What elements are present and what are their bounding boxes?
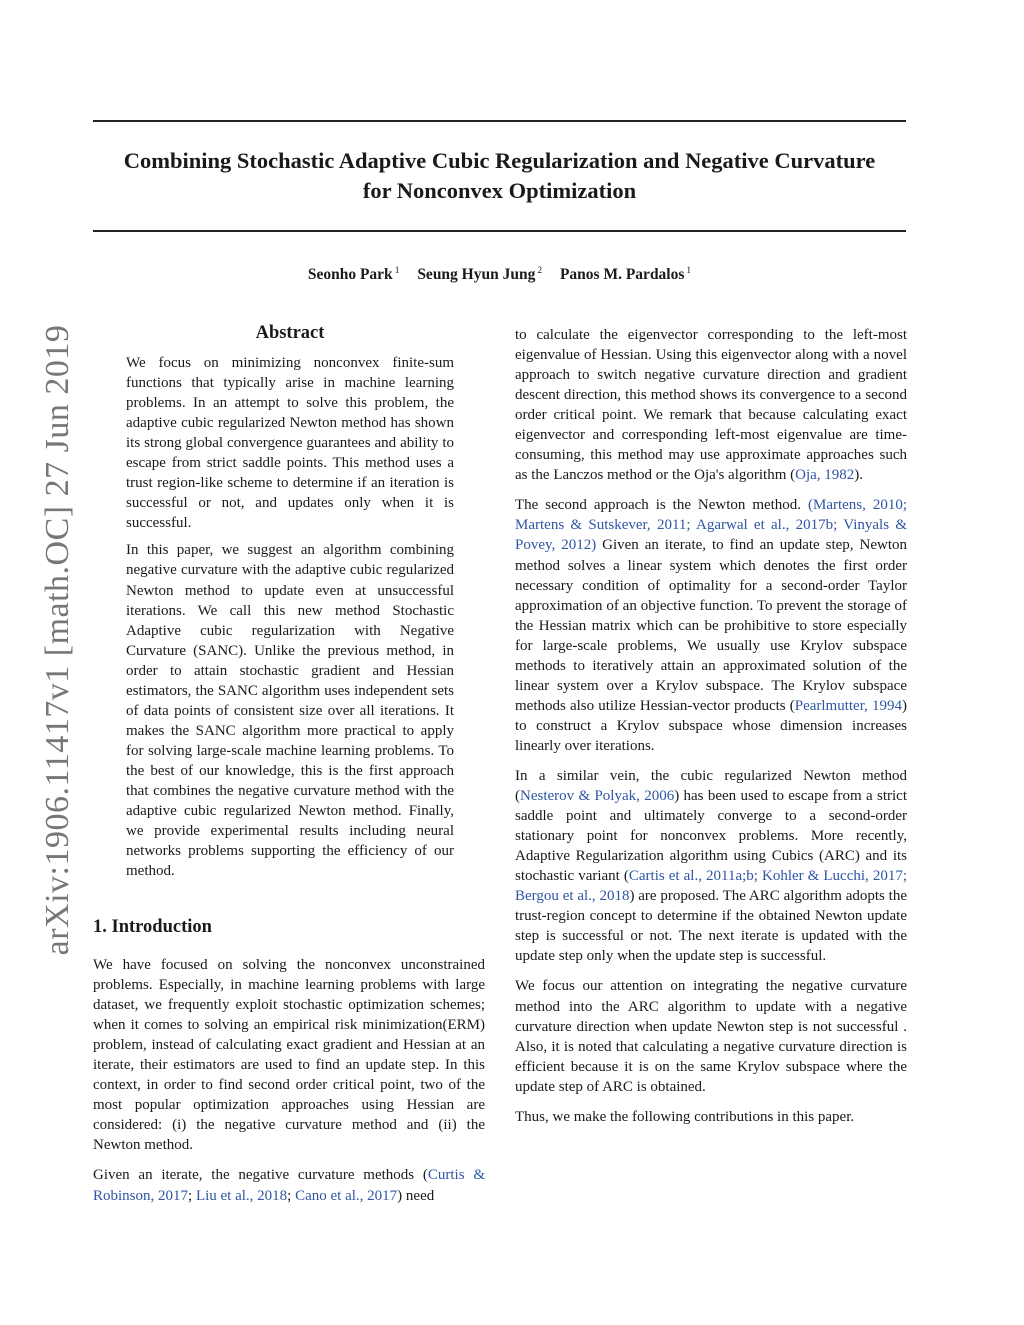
text: ).	[854, 467, 864, 484]
abstract-paragraph-2: In this paper, we suggest an algorithm combining negative curvature with the adaptive cubic regularized Newton method to update even at unsuccessful iterations. We call this new method Stochastic Adaptive cubic regularization with Negative Curvature (SANC). Unlike the previous method, in order to attain stochastic gradient and Hessian estimators, the SANC algorithm uses independent sets of data points of consistent size over all iterations. It makes the SANC algorithm more practical to apply for solving large-scale machine learning problems. To the best of our knowledge, this is the first approach that combines the negative curvature method with the adaptive cubic regularized Newton method. Finally, we provide experimental results including neural networks problems supporting the efficiency of our method.	[126, 542, 454, 880]
citation-link[interactable]: Nesterov & Polyak, 2006	[520, 788, 675, 805]
right-paragraph-4: We focus our attention on integrating the negative curvature method into the ARC algorithm to update with a negative curvature direction when update Newton step is not successful . Also, it is noted that calculating a negative curvature direction is efficient because it is on the same Krylov subspace where the update step of ARC is obtained.	[515, 978, 907, 1095]
author-affiliation: 1	[394, 266, 400, 276]
title-bottom-rule	[93, 230, 906, 232]
arxiv-identifier: arXiv:1906.11417v1 [math.OC] 27 Jun 2019	[39, 324, 76, 956]
author-1	[308, 266, 400, 283]
text: ) are proposed. The ARC algorithm adopts the trust-region concept to determine if the obtained Newton update step is successful or not. The next iterate is updated with the update step only when the update step is successful.	[515, 888, 907, 965]
introduction-section	[93, 913, 485, 1206]
intro-paragraph-1: We have focused on solving the nonconvex unconstrained problems. Especially, in machine learning problems with large dataset, we frequently exploit stochastic optimization schemes; when it comes to solving an empirical risk minimization(ERM) problem, instead of calculating exact gradient and Hessian at an iterate, their estimators are used to find an update step. In this context, in order to find second order critical point, two of the most popular optimization approaches using Hessian are considered: (i) the negative curvature method and (ii) the Newton method.	[93, 957, 485, 1154]
text: The second approach is the Newton method.	[515, 497, 808, 514]
intro-paragraph-2	[93, 1165, 485, 1205]
citation-link[interactable]: Oja, 1982	[795, 467, 855, 484]
author-affiliation: 2	[537, 266, 543, 276]
author-name: Seung Hyun Jung	[417, 266, 536, 284]
paper-title	[93, 146, 906, 206]
author-2	[417, 266, 542, 283]
abstract-heading: Abstract	[255, 323, 325, 343]
text: Given an iterate, to find an update step, Newton method solves a linear system which denotes the first order necessary condition of optimality for a second-order Taylor approximation of an objective function. To prevent the storage of the Hessian matrix which can be prohibitive to store especially for large-scale problems, We usually use Krylov subspace methods to iteratively attain an approximated solution of the linear system over a Krylov subspace. The Krylov subspace methods also utilize Hessian-vector products (	[515, 537, 907, 714]
citation-link[interactable]: Pearlmutter, 1994	[794, 697, 902, 714]
citation-link[interactable]: Curtis & Robinson, 2017	[93, 1167, 485, 1204]
paper-title-line-1: Combining Stochastic Adaptive Cubic Regularization and Negative Curvature	[123, 148, 876, 173]
author-affiliation: 1	[686, 266, 692, 276]
abstract-section	[126, 321, 454, 881]
right-paragraph-3	[515, 766, 907, 966]
text: Given an iterate, the negative curvature methods (	[93, 1167, 428, 1184]
author-list	[93, 266, 906, 284]
right-paragraph-2	[515, 495, 907, 756]
text: ;	[188, 1187, 196, 1204]
title-top-rule	[93, 120, 906, 122]
text: ) has been used to escape from a strict saddle point and ultimately converge to a second-order stationary point for nonconvex problems. More recently, Adaptive Regularization algorithm using Cubics (ARC) and its stochastic variant (	[515, 788, 908, 885]
right-paragraph-1	[515, 325, 907, 485]
right-paragraph-5: Thus, we make the following contributions in this paper.	[515, 1108, 855, 1125]
citation-link[interactable]: Cartis et al., 2011a;b; Kohler & Lucchi, 2017; Bergou et al., 2018	[515, 868, 907, 905]
paper-title-line-2: for Nonconvex Optimization	[362, 178, 637, 203]
citation-link[interactable]: Liu et al., 2018	[195, 1187, 288, 1204]
introduction-heading: 1. Introduction	[93, 917, 212, 937]
citation-link[interactable]: Cano et al., 2017	[295, 1187, 398, 1204]
citation-link[interactable]: (Martens, 2010; Martens & Sutskever, 2011; Agarwal et al., 2017b; Vinyals & Povey, 2012)	[515, 497, 907, 554]
text: ) to construct a Krylov subspace whose dimension increases linearly over iterations.	[515, 697, 907, 754]
abstract-paragraph-1: We focus on minimizing nonconvex finite-sum functions that typically arise in machine learning problems. In an attempt to solve this problem, the adaptive cubic regularized Newton method has shown its strong global convergence guarantees and ability to escape from strict saddle points. This method uses a trust region-like scheme to determine if an iteration is successful or not, and updates only when it is successful.	[126, 355, 454, 532]
author-3	[560, 266, 691, 283]
text: ) need	[397, 1187, 435, 1204]
author-name: Seonho Park	[307, 266, 393, 284]
author-name: Panos M. Pardalos	[559, 266, 685, 284]
text: ;	[287, 1187, 296, 1204]
text: In a similar vein, the cubic regularized Newton method (	[515, 767, 907, 805]
text: to calculate the eigenvector corresponding to the left-most eigenvalue of Hessian. Using this eigenvector along with a novel approach to switch negative curvature direction and gradient descent direction, this method shows its convergence to a second order critical point. We remark that because calculating exact eigenvector and corresponding left-most eigenvalue are time-consuming, this method may use approximate approaches such as the Lanczos method or the Oja's algorithm (	[515, 327, 907, 484]
right-column	[515, 325, 907, 1127]
